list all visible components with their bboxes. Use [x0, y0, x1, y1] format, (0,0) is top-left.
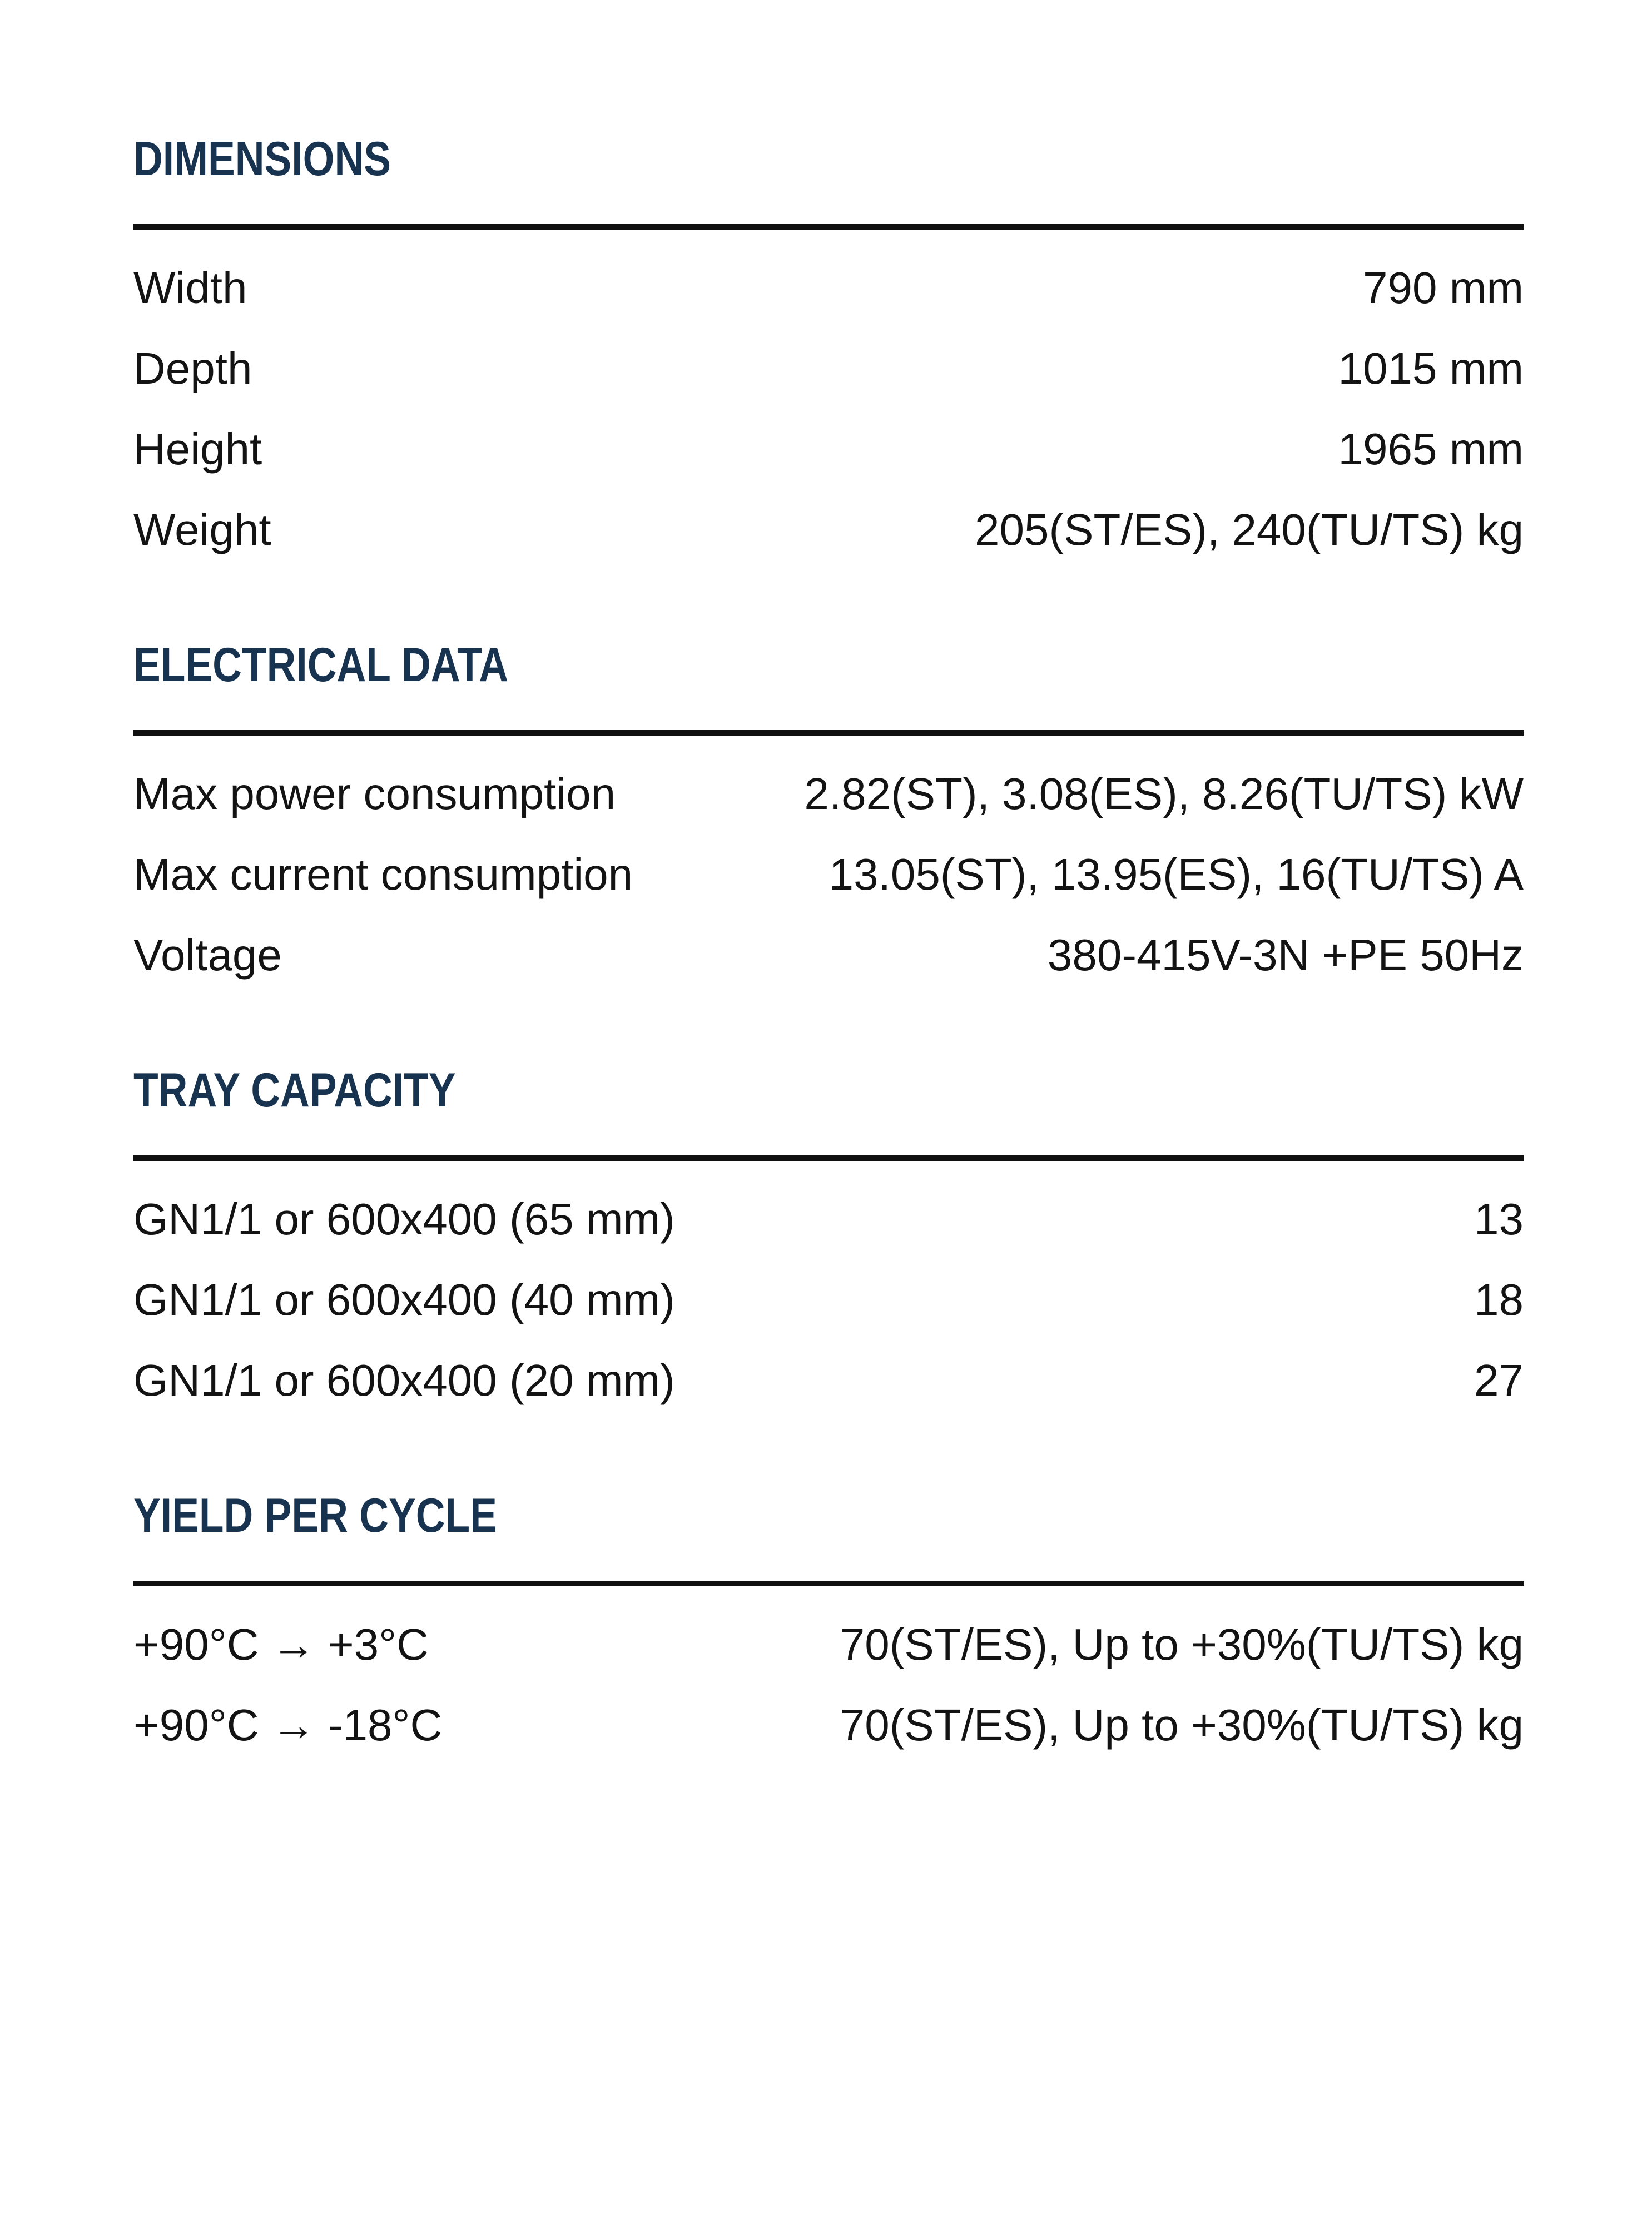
spec-value: 70(ST/ES), Up to +30%(TU/TS) kg — [840, 1619, 1524, 1669]
spec-row — [133, 328, 1524, 409]
section-divider — [133, 224, 1524, 230]
spec-label: Max power consumption — [133, 768, 616, 818]
spec-label: GN1/1 or 600x400 (40 mm) — [133, 1274, 675, 1324]
spec-label: Width — [133, 262, 247, 312]
spec-label: Depth — [133, 343, 252, 393]
spec-value: 1965 mm — [1338, 424, 1524, 474]
section-title: DIMENSIONS — [133, 132, 391, 186]
spec-row — [133, 1685, 1524, 1765]
spec-value: 2.82(ST), 3.08(ES), 8.26(TU/TS) kW — [804, 768, 1524, 818]
spec-value: 205(ST/ES), 240(TU/TS) kg — [975, 504, 1524, 554]
section-rows — [133, 1179, 1524, 1421]
spec-row — [133, 247, 1524, 328]
section-divider — [133, 730, 1524, 736]
spec-row — [133, 1259, 1524, 1340]
spec-row — [133, 1179, 1524, 1259]
spec-value: 70(ST/ES), Up to +30%(TU/TS) kg — [840, 1700, 1524, 1750]
spec-row — [133, 1604, 1524, 1685]
spec-row — [133, 409, 1524, 489]
section-divider — [133, 1581, 1524, 1586]
section-title: ELECTRICAL DATA — [133, 638, 509, 692]
spec-label: Height — [133, 424, 262, 474]
spec-value: 27 — [1474, 1355, 1524, 1405]
spec-section — [133, 638, 1524, 995]
spec-row — [133, 753, 1524, 834]
spec-section — [133, 1489, 1524, 1765]
spec-row — [133, 834, 1524, 915]
section-rows — [133, 1604, 1524, 1765]
spec-row — [133, 1340, 1524, 1421]
spec-value: 18 — [1474, 1274, 1524, 1324]
spec-section — [133, 1066, 1524, 1421]
spec-label: Weight — [133, 504, 271, 554]
spec-value: 1015 mm — [1338, 343, 1524, 393]
spec-row — [133, 489, 1524, 570]
section-title: TRAY CAPACITY — [133, 1064, 456, 1117]
spec-label: +90°C → +3°C — [133, 1619, 429, 1669]
section-rows — [133, 247, 1524, 570]
section-title: YIELD PER CYCLE — [133, 1489, 497, 1542]
spec-value: 380-415V-3N +PE 50Hz — [1047, 930, 1524, 980]
spec-value: 13.05(ST), 13.95(ES), 16(TU/TS) A — [829, 849, 1524, 899]
spec-label: GN1/1 or 600x400 (65 mm) — [133, 1194, 675, 1244]
spec-label: GN1/1 or 600x400 (20 mm) — [133, 1355, 675, 1405]
spec-row — [133, 915, 1524, 995]
section-rows — [133, 753, 1524, 995]
spec-value: 790 mm — [1363, 262, 1524, 312]
spec-section — [133, 132, 1524, 570]
section-divider — [133, 1155, 1524, 1161]
spec-label: Voltage — [133, 930, 282, 980]
spec-value: 13 — [1474, 1194, 1524, 1244]
spec-label: Max current consumption — [133, 849, 633, 899]
spec-label: +90°C → -18°C — [133, 1700, 443, 1750]
